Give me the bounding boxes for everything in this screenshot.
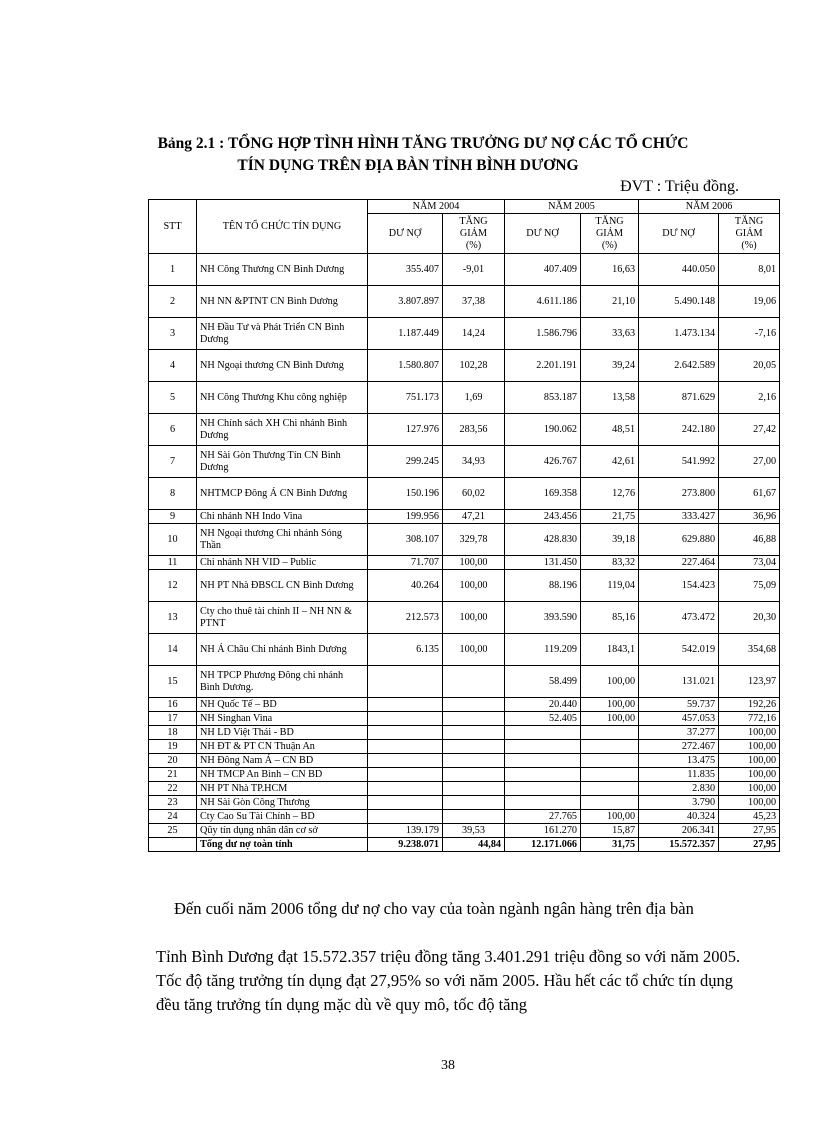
row-debt-2006: 3.790 [639, 796, 719, 810]
header-growth-2004: TĂNG GIẢM (%) [443, 214, 505, 254]
row-debt-2004: 40.264 [368, 570, 443, 602]
table-title-text: TỔNG HỢP TÌNH HÌNH TĂNG TRƯỞNG DƯ NỢ CÁC TỔ CHỨC [227, 135, 689, 152]
row-growth-2004 [443, 754, 505, 768]
row-growth-2004: 100,00 [443, 602, 505, 634]
row-growth-2005: 12,76 [581, 478, 639, 510]
row-debt-2005 [505, 754, 581, 768]
row-stt: 10 [149, 524, 197, 556]
row-name: Cty cho thuê tài chính II – NH NN & PTNT [197, 602, 368, 634]
row-stt: 9 [149, 510, 197, 524]
total-stt [149, 838, 197, 852]
row-growth-2005 [581, 768, 639, 782]
row-growth-2004: 100,00 [443, 570, 505, 602]
row-growth-2005: 21,10 [581, 286, 639, 318]
row-stt: 7 [149, 446, 197, 478]
row-debt-2004: 299.245 [368, 446, 443, 478]
row-name: NH Chính sách XH Chi nhánh Bình Dương [197, 414, 368, 446]
row-growth-2006: 27,95 [719, 824, 780, 838]
row-growth-2004: 39,53 [443, 824, 505, 838]
row-growth-2005 [581, 740, 639, 754]
row-growth-2006: -7,16 [719, 318, 780, 350]
row-growth-2006: 20,30 [719, 602, 780, 634]
row-name: Qũy tín dụng nhân dân cơ sở [197, 824, 368, 838]
row-debt-2004: 212.573 [368, 602, 443, 634]
table-row [149, 740, 780, 754]
row-growth-2006: 100,00 [719, 768, 780, 782]
row-growth-2005: 83,32 [581, 556, 639, 570]
row-name: NHTMCP Đông Á CN Bình Dương [197, 478, 368, 510]
row-stt: 16 [149, 698, 197, 712]
row-debt-2004 [368, 754, 443, 768]
row-debt-2006: 59.737 [639, 698, 719, 712]
table-row [149, 782, 780, 796]
row-growth-2005: 100,00 [581, 712, 639, 726]
row-debt-2005: 428.830 [505, 524, 581, 556]
row-name: NH Sài Gòn Công Thương [197, 796, 368, 810]
row-debt-2004 [368, 666, 443, 698]
row-growth-2004 [443, 810, 505, 824]
row-debt-2006: 272.467 [639, 740, 719, 754]
row-name: NH Đông Nam Á – CN BD [197, 754, 368, 768]
row-debt-2005 [505, 768, 581, 782]
page-number: 38 [441, 1058, 455, 1073]
row-debt-2004: 150.196 [368, 478, 443, 510]
row-debt-2004: 751.173 [368, 382, 443, 414]
row-growth-2005: 33,63 [581, 318, 639, 350]
row-growth-2004 [443, 740, 505, 754]
row-debt-2006: 131.021 [639, 666, 719, 698]
row-debt-2006: 154.423 [639, 570, 719, 602]
row-name: NH PT Nhà TP.HCM [197, 782, 368, 796]
row-debt-2006: 40.324 [639, 810, 719, 824]
row-growth-2005 [581, 782, 639, 796]
row-name: NH Công Thương Khu công nghiệp [197, 382, 368, 414]
row-name: NH Ngoại thương CN Bình Dương [197, 350, 368, 382]
row-stt: 17 [149, 712, 197, 726]
row-growth-2004: 60,02 [443, 478, 505, 510]
row-stt: 15 [149, 666, 197, 698]
row-debt-2004: 1.187.449 [368, 318, 443, 350]
row-debt-2005 [505, 796, 581, 810]
row-debt-2004: 71.707 [368, 556, 443, 570]
table-row [149, 712, 780, 726]
row-growth-2004: 329,78 [443, 524, 505, 556]
table-row [149, 602, 780, 634]
row-stt: 8 [149, 478, 197, 510]
row-growth-2005 [581, 726, 639, 740]
row-name: Cty Cao Su Tài Chính – BD [197, 810, 368, 824]
row-growth-2006: 123,97 [719, 666, 780, 698]
total-debt-2005: 12.171.066 [505, 838, 581, 852]
row-growth-2005: 21,75 [581, 510, 639, 524]
row-debt-2006: 13.475 [639, 754, 719, 768]
row-debt-2006: 333.427 [639, 510, 719, 524]
row-debt-2004 [368, 698, 443, 712]
row-debt-2004: 127.976 [368, 414, 443, 446]
row-debt-2006: 473.472 [639, 602, 719, 634]
row-growth-2006: 46,88 [719, 524, 780, 556]
row-growth-2006: 100,00 [719, 754, 780, 768]
row-growth-2006: 100,00 [719, 782, 780, 796]
row-debt-2005: 243.456 [505, 510, 581, 524]
row-debt-2006: 37.277 [639, 726, 719, 740]
row-stt: 20 [149, 754, 197, 768]
table-row [149, 414, 780, 446]
unit-label: ĐVT : Triệu đồng. [620, 178, 739, 195]
row-stt: 2 [149, 286, 197, 318]
table-row [149, 726, 780, 740]
total-growth-2006: 27,95 [719, 838, 780, 852]
row-growth-2006: 45,23 [719, 810, 780, 824]
header-duno-2004: DƯ NỢ [368, 214, 443, 254]
row-stt: 14 [149, 634, 197, 666]
table-row [149, 796, 780, 810]
header-year-2004: NĂM 2004 [368, 200, 505, 214]
row-debt-2005: 1.586.796 [505, 318, 581, 350]
row-growth-2004 [443, 726, 505, 740]
row-growth-2006: 36,96 [719, 510, 780, 524]
table-row [149, 286, 780, 318]
row-stt: 4 [149, 350, 197, 382]
row-stt: 23 [149, 796, 197, 810]
row-growth-2005: 15,87 [581, 824, 639, 838]
row-stt: 6 [149, 414, 197, 446]
table-row [149, 254, 780, 286]
row-stt: 19 [149, 740, 197, 754]
row-debt-2005: 161.270 [505, 824, 581, 838]
row-debt-2004 [368, 796, 443, 810]
row-stt: 13 [149, 602, 197, 634]
row-stt: 11 [149, 556, 197, 570]
row-growth-2004: -9,01 [443, 254, 505, 286]
row-growth-2006: 772,16 [719, 712, 780, 726]
header-year-2005: NĂM 2005 [505, 200, 639, 214]
row-debt-2005: 20.440 [505, 698, 581, 712]
row-growth-2006: 61,67 [719, 478, 780, 510]
row-stt: 1 [149, 254, 197, 286]
row-growth-2005: 39,24 [581, 350, 639, 382]
row-growth-2004: 283,56 [443, 414, 505, 446]
table-label: Bảng 2.1 : [157, 135, 225, 152]
row-debt-2005: 853.187 [505, 382, 581, 414]
row-name: NH Ngoại thương Chi nhánh Sóng Thần [197, 524, 368, 556]
row-growth-2005: 42,61 [581, 446, 639, 478]
row-growth-2006: 20,05 [719, 350, 780, 382]
row-debt-2004: 1.580.807 [368, 350, 443, 382]
row-name: NH LD Việt Thái - BD [197, 726, 368, 740]
row-debt-2005: 190.062 [505, 414, 581, 446]
row-debt-2005: 2.201.191 [505, 350, 581, 382]
header-growth-2006: TĂNG GIẢM (%) [719, 214, 780, 254]
row-growth-2004: 100,00 [443, 556, 505, 570]
row-debt-2005: 393.590 [505, 602, 581, 634]
row-name: NH Công Thương CN Bình Dương [197, 254, 368, 286]
paragraph-1: Đến cuối năm 2006 tổng dư nợ cho vay của toàn ngành ngân hàng trên địa bàn [174, 899, 694, 918]
row-growth-2004: 14,24 [443, 318, 505, 350]
row-debt-2005: 27.765 [505, 810, 581, 824]
row-growth-2006: 75,09 [719, 570, 780, 602]
row-debt-2006: 2.642.589 [639, 350, 719, 382]
row-growth-2004 [443, 768, 505, 782]
row-stt: 21 [149, 768, 197, 782]
row-growth-2004 [443, 796, 505, 810]
row-debt-2006: 542.019 [639, 634, 719, 666]
row-growth-2006: 354,68 [719, 634, 780, 666]
row-stt: 18 [149, 726, 197, 740]
total-row [149, 838, 780, 852]
row-growth-2006: 100,00 [719, 726, 780, 740]
row-growth-2006: 2,16 [719, 382, 780, 414]
table-row [149, 754, 780, 768]
table-row [149, 698, 780, 712]
row-name: NH PT Nhà ĐBSCL CN Bình Dương [197, 570, 368, 602]
row-growth-2006: 192,26 [719, 698, 780, 712]
row-name: NH Á Châu Chi nhánh Bình Dương [197, 634, 368, 666]
row-growth-2006: 19,06 [719, 286, 780, 318]
row-debt-2005: 407.409 [505, 254, 581, 286]
row-debt-2005: 119.209 [505, 634, 581, 666]
total-growth-2004: 44,84 [443, 838, 505, 852]
row-growth-2004: 1,69 [443, 382, 505, 414]
row-debt-2006: 440.050 [639, 254, 719, 286]
table-row [149, 824, 780, 838]
row-debt-2004 [368, 768, 443, 782]
row-growth-2006: 100,00 [719, 796, 780, 810]
row-debt-2006: 227.464 [639, 556, 719, 570]
total-growth-2005: 31,75 [581, 838, 639, 852]
row-growth-2005: 100,00 [581, 666, 639, 698]
row-growth-2004: 37,38 [443, 286, 505, 318]
header-duno-2005: DƯ NỢ [505, 214, 581, 254]
row-debt-2005: 52.405 [505, 712, 581, 726]
table-row [149, 382, 780, 414]
row-stt: 25 [149, 824, 197, 838]
row-debt-2006: 629.880 [639, 524, 719, 556]
row-growth-2005: 119,04 [581, 570, 639, 602]
paragraph-2: Tỉnh Bình Dương đạt 15.572.357 triệu đồng tăng 3.401.291 triệu đồng so với năm 2005. Tốc độ tăng trưởng tín dụng đạt 27,95% so với năm 2005. Hầu hết các tổ chức tín dụng đều tăng trưởng tín dụng mặc dù về quy mô, tốc độ tăng [156, 947, 741, 1014]
row-debt-2006: 541.992 [639, 446, 719, 478]
credit-growth-table [148, 199, 780, 852]
row-growth-2004: 47,21 [443, 510, 505, 524]
table-row [149, 350, 780, 382]
row-debt-2004 [368, 782, 443, 796]
table-title-line-2: TÍN DỤNG TRÊN ĐỊA BÀN TỈNH BÌNH DƯƠNG [237, 157, 579, 174]
row-debt-2006: 871.629 [639, 382, 719, 414]
row-growth-2005: 39,18 [581, 524, 639, 556]
row-debt-2005: 58.499 [505, 666, 581, 698]
row-name: NH Đầu Tư và Phát Triển CN Bình Dương [197, 318, 368, 350]
table-row [149, 634, 780, 666]
header-stt: STT [149, 200, 197, 254]
row-growth-2006: 27,42 [719, 414, 780, 446]
header-year-2006: NĂM 2006 [639, 200, 780, 214]
row-stt: 22 [149, 782, 197, 796]
row-debt-2006: 273.800 [639, 478, 719, 510]
row-debt-2006: 242.180 [639, 414, 719, 446]
table-row [149, 666, 780, 698]
row-growth-2005: 85,16 [581, 602, 639, 634]
row-debt-2006: 5.490.148 [639, 286, 719, 318]
row-debt-2004 [368, 726, 443, 740]
row-debt-2005: 4.611.186 [505, 286, 581, 318]
row-debt-2005: 88.196 [505, 570, 581, 602]
row-debt-2005: 426.767 [505, 446, 581, 478]
row-stt: 24 [149, 810, 197, 824]
row-debt-2006: 457.053 [639, 712, 719, 726]
row-growth-2005: 100,00 [581, 698, 639, 712]
header-name: TÊN TỔ CHỨC TÍN DỤNG [197, 200, 368, 254]
row-name: Chi nhánh NH Indo Vina [197, 510, 368, 524]
row-growth-2004 [443, 698, 505, 712]
row-debt-2006: 1.473.134 [639, 318, 719, 350]
row-debt-2004 [368, 712, 443, 726]
row-debt-2004: 355.407 [368, 254, 443, 286]
row-name: Chi nhánh NH VID – Public [197, 556, 368, 570]
table-row [149, 446, 780, 478]
row-debt-2004: 308.107 [368, 524, 443, 556]
row-name: NH NN &PTNT CN Bình Dương [197, 286, 368, 318]
table-title-line-1 [0, 135, 816, 153]
table-row [149, 810, 780, 824]
row-debt-2004 [368, 740, 443, 754]
row-growth-2005: 48,51 [581, 414, 639, 446]
row-debt-2005: 169.358 [505, 478, 581, 510]
total-name: Tổng dư nợ toàn tỉnh [197, 838, 368, 852]
row-name: NH Sài Gòn Thương Tín CN Bình Dương [197, 446, 368, 478]
row-debt-2006: 206.341 [639, 824, 719, 838]
row-growth-2004: 100,00 [443, 634, 505, 666]
row-debt-2004: 3.807.897 [368, 286, 443, 318]
table-row [149, 570, 780, 602]
header-duno-2006: DƯ NỢ [639, 214, 719, 254]
row-growth-2005: 16,63 [581, 254, 639, 286]
row-growth-2004 [443, 712, 505, 726]
row-growth-2005: 1843,1 [581, 634, 639, 666]
row-growth-2005: 13,58 [581, 382, 639, 414]
table-row [149, 524, 780, 556]
row-debt-2005 [505, 740, 581, 754]
row-debt-2004: 139.179 [368, 824, 443, 838]
row-growth-2005 [581, 796, 639, 810]
header-growth-2005: TĂNG GIẢM (%) [581, 214, 639, 254]
row-growth-2006: 73,04 [719, 556, 780, 570]
row-growth-2006: 27,00 [719, 446, 780, 478]
row-debt-2005 [505, 782, 581, 796]
row-debt-2004 [368, 810, 443, 824]
row-growth-2005 [581, 754, 639, 768]
table-row [149, 318, 780, 350]
row-growth-2004: 102,28 [443, 350, 505, 382]
row-name: NH TMCP An Bình – CN BD [197, 768, 368, 782]
row-name: NH ĐT & PT CN Thuận An [197, 740, 368, 754]
table-row [149, 768, 780, 782]
row-growth-2005: 100,00 [581, 810, 639, 824]
row-debt-2005 [505, 726, 581, 740]
total-debt-2006: 15.572.357 [639, 838, 719, 852]
row-name: NH TPCP Phương Đông chi nhánh Bình Dương. [197, 666, 368, 698]
row-growth-2006: 100,00 [719, 740, 780, 754]
total-debt-2004: 9.238.071 [368, 838, 443, 852]
row-name: NH Quốc Tế – BD [197, 698, 368, 712]
row-debt-2006: 11.835 [639, 768, 719, 782]
table-row [149, 510, 780, 524]
row-growth-2006: 8,01 [719, 254, 780, 286]
row-debt-2004: 6.135 [368, 634, 443, 666]
row-growth-2004 [443, 666, 505, 698]
row-debt-2005: 131.450 [505, 556, 581, 570]
row-name: NH Singhan Vina [197, 712, 368, 726]
row-stt: 5 [149, 382, 197, 414]
row-debt-2004: 199.956 [368, 510, 443, 524]
row-growth-2004: 34,93 [443, 446, 505, 478]
row-debt-2006: 2.830 [639, 782, 719, 796]
table-row [149, 556, 780, 570]
row-stt: 12 [149, 570, 197, 602]
row-growth-2004 [443, 782, 505, 796]
row-stt: 3 [149, 318, 197, 350]
table-row [149, 478, 780, 510]
